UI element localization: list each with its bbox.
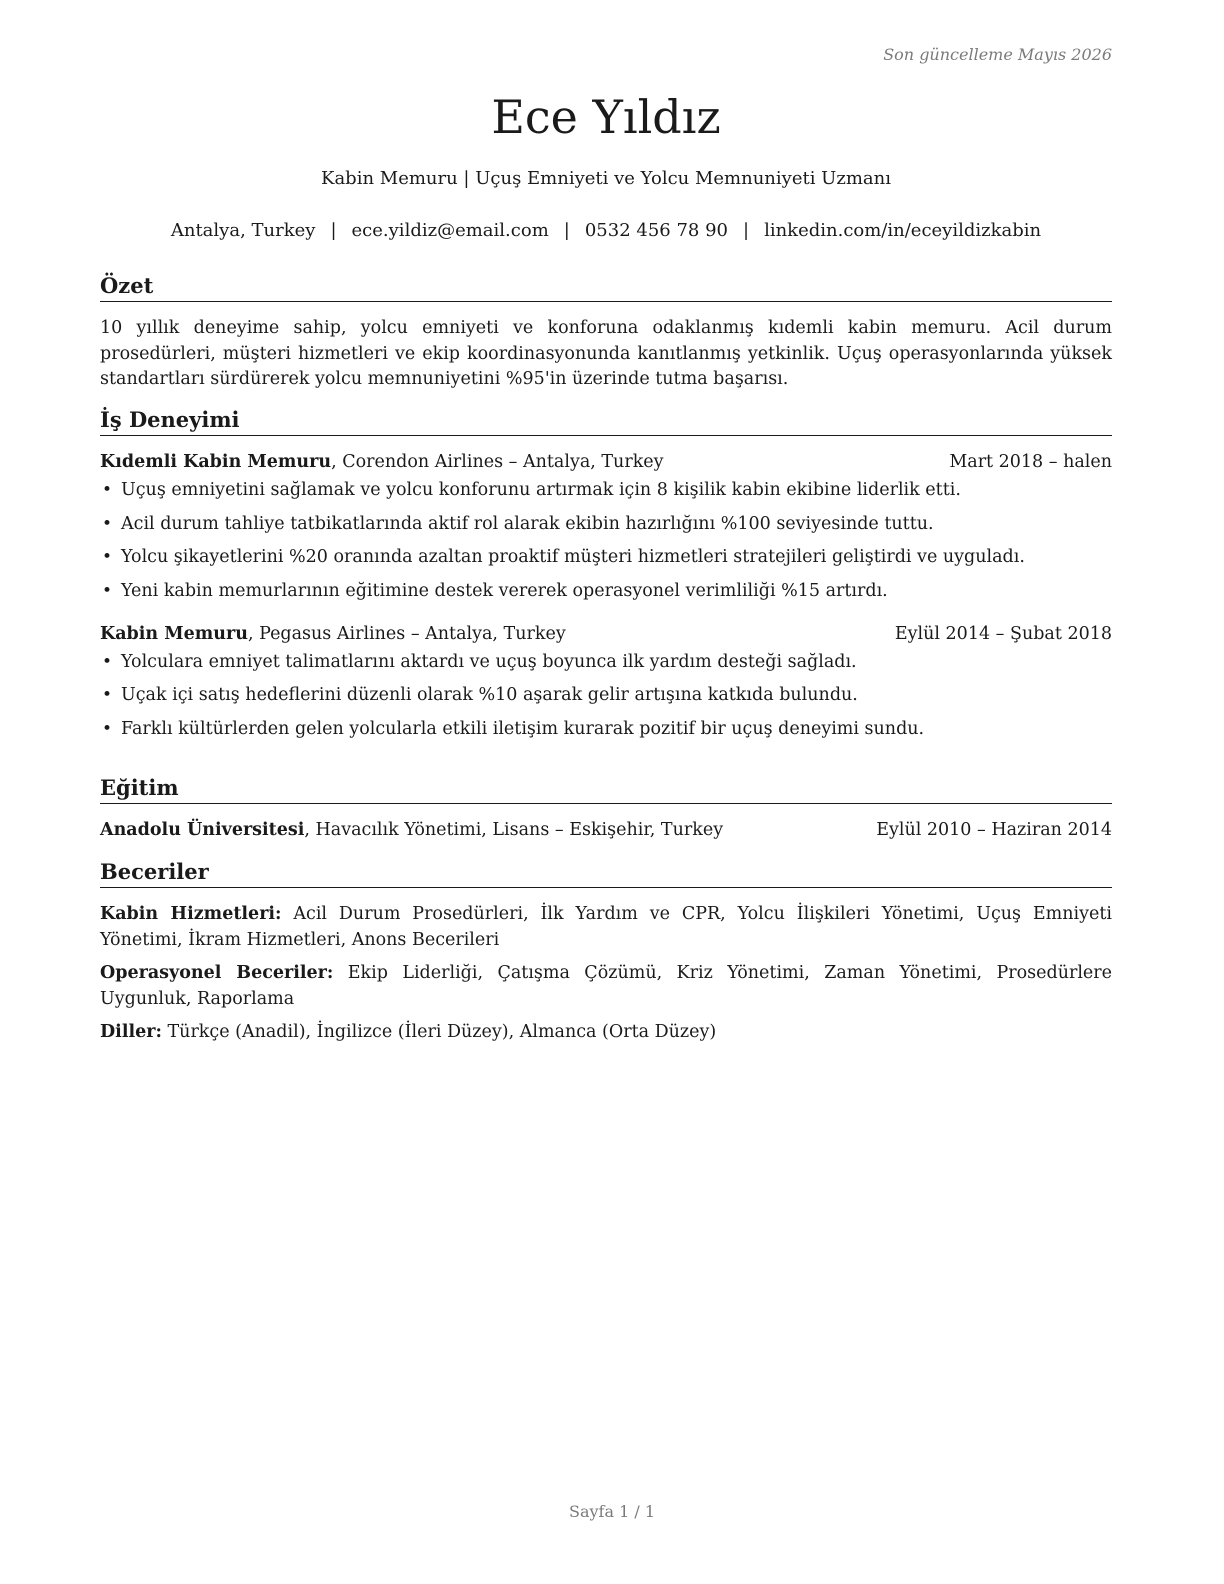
skills-heading: Beceriler: [100, 858, 1112, 888]
summary-text: 10 yıllık deneyime sahip, yolcu emniyeti ve konforuna odaklanmış kıdemli kabin memuru. Acil durum prosedürleri, müşteri hizmetleri ve ekip koordinasyonunda kanıtlanmış yetkinlik. Uçuş operasyonlarında yüksek standartları sürdürerek yolcu memnuniyetini %95'in üzerinde tutma başarısı.: [100, 318, 1112, 389]
skill-label: Diller:: [100, 1022, 162, 1042]
skill-label: Kabin Hizmetleri:: [100, 904, 282, 924]
contact-phone[interactable]: 0532 456 78 90: [584, 220, 728, 241]
list-item: • Yolculara emniyet talimatlarını aktardı ve uçuş boyunca ilk yardım desteği sağladı.: [100, 650, 1112, 674]
job-company: , Corendon Airlines – Antalya, Turkey: [331, 452, 664, 472]
list-item: • Yolcu şikayetlerini %20 oranında azaltan proaktif müşteri hizmetleri stratejileri geliştirdi ve uyguladı.: [100, 545, 1112, 569]
job-dates: Eylül 2014 – Şubat 2018: [894, 623, 1112, 644]
education-section: [100, 774, 1112, 842]
list-item: • Uçak içi satış hedeflerini düzenli olarak %10 aşarak gelir artışına katkıda bulundu.: [100, 683, 1112, 707]
page-number: Sayfa 1 / 1: [568, 1502, 655, 1521]
list-item: • Acil durum tahliye tatbikatlarında aktif rol alarak ekibin hazırlığını %100 seviyesinde tuttu.: [100, 512, 1112, 536]
job-role: Kabin Memuru: [100, 623, 248, 644]
headline: Kabin Memuru | Uçuş Emniyeti ve Yolcu Memnuniyeti Uzmanı: [321, 168, 891, 189]
job-company: , Pegasus Airlines – Antalya, Turkey: [247, 623, 566, 644]
list-item: • Yeni kabin memurlarının eğitimine destek vererek operasyonel verimliliği %15 artırdı.: [100, 579, 1112, 603]
last-updated: Son güncelleme Mayıs 2026: [883, 45, 1112, 64]
education-heading: Eğitim: [100, 774, 1112, 804]
contact-linkedin[interactable]: linkedin.com/in/eceyildizkabin: [764, 220, 1042, 241]
contact-separator: |: [330, 220, 337, 241]
contact-line: [100, 220, 1112, 241]
skill-group: [100, 961, 1112, 1012]
list-item: • Farklı kültürlerden gelen yolcularla etkili iletişim kurarak pozitif bir uçuş deneyimi sundu.: [100, 717, 1112, 741]
experience-heading: İş Deneyimi: [100, 406, 1112, 436]
job-role: Kıdemli Kabin Memuru: [100, 452, 332, 472]
skill-text: Acil Durum Prosedürleri, İlk Yardım ve CPR, Yolcu İlişkileri Yönetimi, Uçuş Emniyeti Yönetimi, İkram Hizmetleri, Anons Becerileri: [100, 904, 1113, 950]
contact-separator: |: [742, 220, 750, 241]
job-entry: [100, 450, 1112, 603]
degree-detail: , Havacılık Yönetimi, Lisans – Eskişehir, Turkey: [304, 820, 724, 840]
contact-separator: |: [563, 220, 570, 241]
job-dates: Mart 2018 – halen: [949, 452, 1112, 472]
list-item: • Uçuş emniyetini sağlamak ve yolcu konforunu artırmak için 8 kişilik kabin ekibine liderlik etti.: [100, 478, 1112, 502]
summary-section: [100, 272, 1112, 393]
skills-section: [100, 858, 1112, 1054]
job-header: [100, 450, 1112, 474]
candidate-name: Ece Yıldız: [491, 90, 721, 144]
contact-location: Antalya, Turkey: [170, 220, 316, 241]
job-bullets: [100, 478, 1112, 603]
contact-email[interactable]: ece.yildiz@email.com: [351, 220, 549, 241]
skill-group: [100, 1020, 1112, 1046]
education-entry: [100, 818, 1112, 842]
skill-text: Ekip Liderliği, Çatışma Çözümü, Kriz Yönetimi, Zaman Yönetimi, Prosedürlere Uygunluk, Raporlama: [100, 963, 1113, 1009]
education-dates: Eylül 2010 – Haziran 2014: [876, 820, 1112, 840]
summary-heading: Özet: [100, 272, 1112, 302]
experience-section: [100, 406, 1112, 750]
job-bullets: [100, 650, 1112, 741]
job-header: [100, 622, 1112, 646]
skill-group: [100, 902, 1112, 953]
skill-text: Türkçe (Anadil), İngilizce (İleri Düzey), Almanca (Orta Düzey): [161, 1022, 717, 1042]
skill-label: Operasyonel Beceriler:: [100, 963, 334, 983]
school-name: Anadolu Üniversitesi: [100, 820, 305, 840]
job-entry: [100, 622, 1112, 741]
